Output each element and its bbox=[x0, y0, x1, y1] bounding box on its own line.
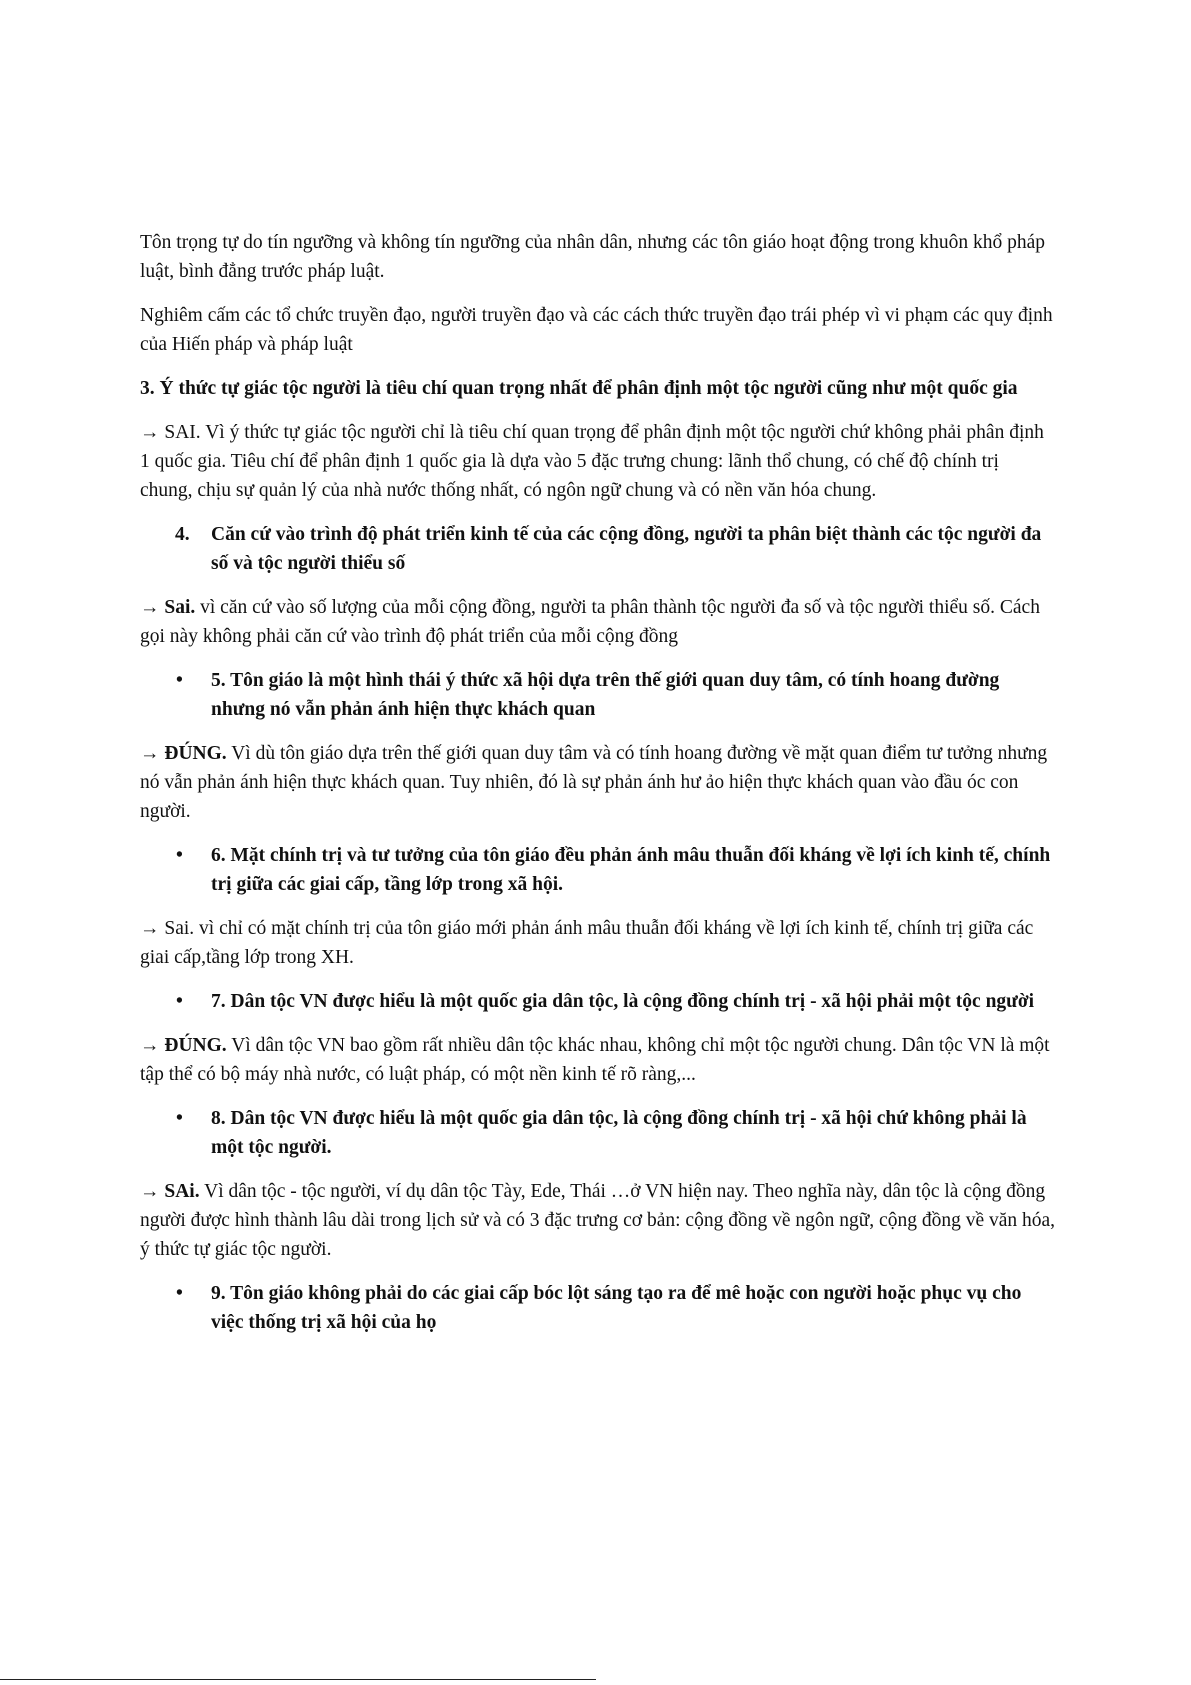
paragraph-religious-freedom: Tôn trọng tự do tín ngưỡng và không tín ngưỡng của nhân dân, nhưng các tôn giáo hoạt động trong khuôn khổ pháp luật, bình đẳng trước pháp luật. bbox=[140, 232, 1046, 282]
question-4-heading: Căn cứ vào trình độ phát triển kinh tế của các cộng đồng, người ta phân biệt thành các tộc người đa số và tộc người thiểu số bbox=[211, 524, 1042, 574]
question-5-item bbox=[140, 666, 1056, 724]
question-7-heading: 7. Dân tộc VN được hiểu là một quốc gia dân tộc, là cộng đồng chính trị - xã hội phải một tộc người bbox=[211, 991, 1035, 1012]
question-4-item bbox=[140, 520, 1056, 578]
question-4-answer-text: vì căn cứ vào số lượng của mỗi cộng đồng, người ta phân thành tộc người đa số và tộc người thiểu số. Cách gọi này không phải căn cứ vào trình độ phát triển của mỗi cộng đồng bbox=[140, 597, 1040, 647]
bullet-icon: • bbox=[176, 1283, 183, 1304]
footer-divider bbox=[0, 1679, 596, 1680]
question-4-answer bbox=[140, 593, 1056, 651]
paragraph-preaching-ban: Nghiêm cấm các tổ chức truyền đạo, người truyền đạo và các cách thức truyền đạo trái phép vì vi phạm các quy định của Hiến pháp và pháp luật bbox=[140, 305, 1053, 355]
bullet-icon: • bbox=[176, 1108, 183, 1129]
question-9-item bbox=[140, 1279, 1056, 1337]
question-3-heading: 3. Ý thức tự giác tộc người là tiêu chí quan trọng nhất để phân định một tộc người cũng như một quốc gia bbox=[140, 378, 1018, 399]
question-7-answer bbox=[140, 1031, 1056, 1089]
question-7-item bbox=[140, 987, 1056, 1016]
question-8-heading: 8. Dân tộc VN được hiểu là một quốc gia dân tộc, là cộng đồng chính trị - xã hội chứ không phải là một tộc người. bbox=[211, 1108, 1027, 1158]
question-9-heading: 9. Tôn giáo không phải do các giai cấp bóc lột sáng tạo ra để mê hoặc con người hoặc phục vụ cho việc thống trị xã hội của họ bbox=[211, 1283, 1022, 1333]
question-6-heading: 6. Mặt chính trị và tư tưởng của tôn giáo đều phản ánh mâu thuẫn đối kháng về lợi ích kinh tế, chính trị giữa các giai cấp, tầng lớp trong xã hội. bbox=[211, 845, 1051, 895]
question-5-answer bbox=[140, 739, 1056, 826]
question-8-answer bbox=[140, 1177, 1056, 1264]
question-3-answer: → SAI. Vì ý thức tự giác tộc người chỉ là tiêu chí quan trọng để phân định một tộc người chứ không phải phân định 1 quốc gia. Tiêu chí để phân định 1 quốc gia là dựa vào 5 đặc trưng chung: lãnh thổ chung, có chế độ chính trị chung, chịu sự quản lý của nhà nước thống nhất, có ngôn ngữ chung và có nền văn hóa chung. bbox=[140, 422, 1044, 501]
question-7-verdict: → ĐÚNG. bbox=[140, 1035, 227, 1056]
bullet-icon: • bbox=[176, 670, 183, 691]
question-7-answer-text: Vì dân tộc VN bao gồm rất nhiều dân tộc khác nhau, không chỉ một tộc người chung. Dân tộc VN là một tập thể có bộ máy nhà nước, có luật pháp, có một nền kinh tế rõ ràng,... bbox=[140, 1035, 1050, 1085]
bullet-icon: • bbox=[176, 845, 183, 866]
question-8-arrow: → bbox=[140, 1181, 165, 1202]
question-8-verdict: SAi. bbox=[164, 1181, 200, 1202]
document-page bbox=[140, 228, 1056, 1352]
question-4-arrow: → bbox=[140, 597, 165, 618]
question-8-item bbox=[140, 1104, 1056, 1162]
bullet-icon: • bbox=[176, 991, 183, 1012]
question-5-verdict: → ĐÚNG. bbox=[140, 743, 227, 764]
question-6-answer: → Sai. vì chỉ có mặt chính trị của tôn giáo mới phản ánh mâu thuẫn đối kháng về lợi ích kinh tế, chính trị giữa các giai cấp,tầng lớp trong XH. bbox=[140, 918, 1034, 968]
question-5-heading: 5. Tôn giáo là một hình thái ý thức xã hội dựa trên thế giới quan duy tâm, có tính hoang đường nhưng nó vẫn phản ánh hiện thực khách quan bbox=[211, 670, 1000, 720]
question-4-number: 4. bbox=[175, 524, 190, 545]
question-4-verdict: Sai. bbox=[164, 597, 196, 618]
question-6-item bbox=[140, 841, 1056, 899]
question-8-answer-text: Vì dân tộc - tộc người, ví dụ dân tộc Tày, Ede, Thái …ở VN hiện nay. Theo nghĩa này, dân tộc là cộng đồng người được hình thành lâu dài trong lịch sử và có 3 đặc trưng cơ bản: cộng đồng về ngôn ngữ, cộng đồng về văn hóa, ý thức tự giác tộc người. bbox=[140, 1181, 1056, 1260]
question-5-answer-text: Vì dù tôn giáo dựa trên thế giới quan duy tâm và có tính hoang đường về mặt quan điểm tư tưởng nhưng nó vẫn phản ánh hiện thực khách quan. Tuy nhiên, đó là sự phản ánh hư ảo hiện thực khách quan vào đầu óc con người. bbox=[140, 743, 1048, 822]
